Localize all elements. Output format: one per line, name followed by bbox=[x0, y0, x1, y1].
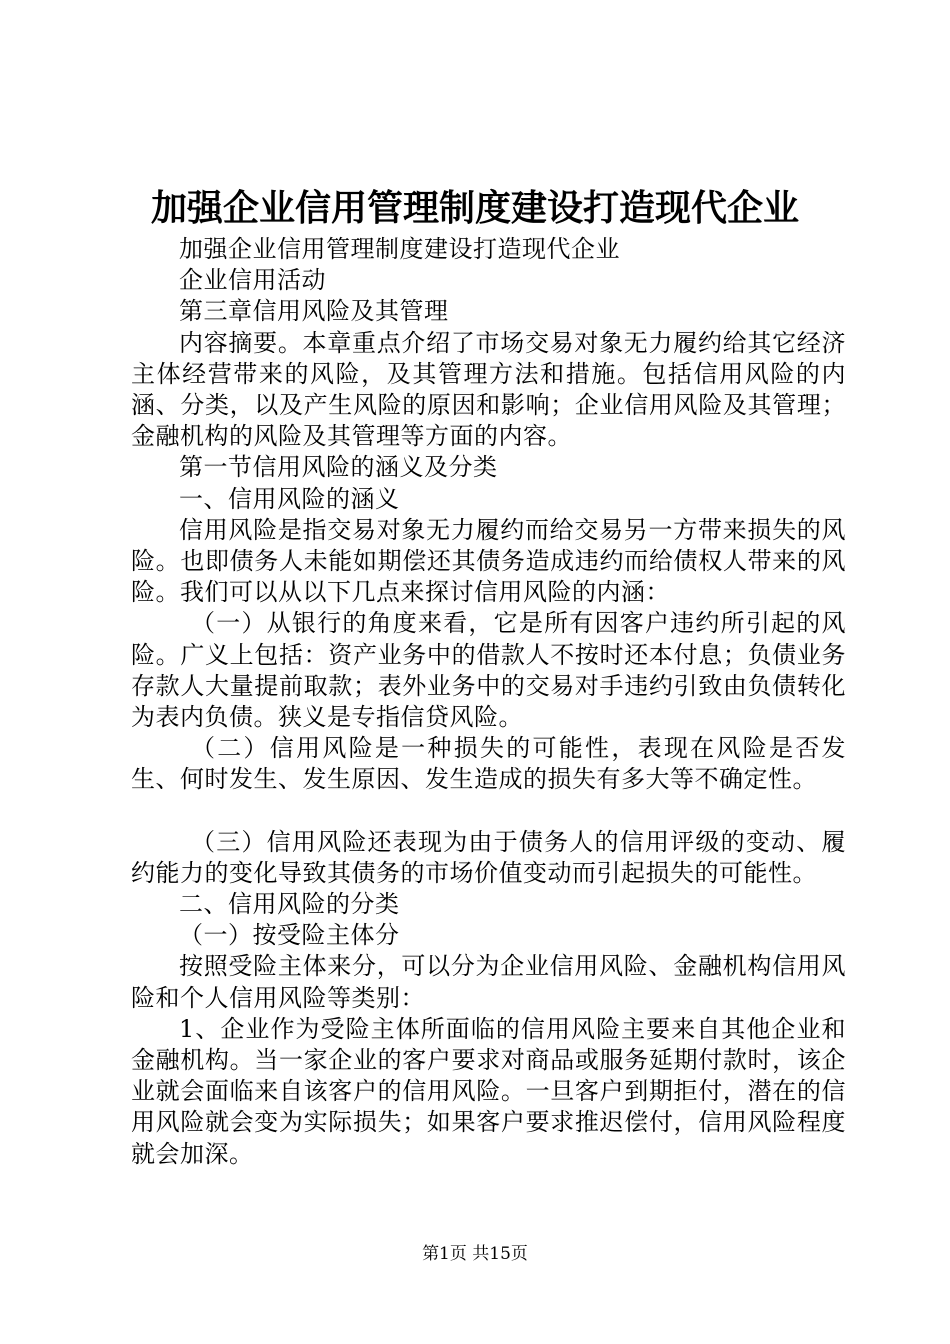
section-heading: 二、信用风险的分类 bbox=[179, 890, 400, 919]
paragraph: 加强企业信用管理制度建设打造现代企业 bbox=[179, 235, 620, 263]
page-footer: 第1页 共15页 bbox=[422, 1244, 528, 1264]
paragraph: 第三章信用风险及其管理 bbox=[179, 297, 449, 326]
paragraph: 企业信用活动 bbox=[179, 266, 326, 295]
paragraph: 信用风险是指交易对象无力履约而给交易另一方带来损失的风险。也即债务人未能如期偿还其债务造成违约而给债权人带来的风险。我们可以从以下几点来探讨信用风险的内涵： bbox=[131, 515, 846, 607]
paragraph: （三）信用风险还表现为由于债务人的信用评级的变动、履约能力的变化导致其债务的市场价值变动而引起损失的可能性。 bbox=[131, 827, 846, 887]
section-heading: 第一节信用风险的涵义及分类 bbox=[179, 453, 498, 482]
paragraph: 内容摘要。本章重点介绍了市场交易对象无力履约给其它经济主体经营带来的风险，及其管理方法和措施。包括信用风险的内涵、分类，以及产生风险的原因和影响；企业信用风险及其管理；金融机构的风险及其管理等方面的内容。 bbox=[131, 328, 846, 451]
paragraph: 1、企业作为受险主体所面临的信用风险主要来自其他企业和金融机构。当一家企业的客户要求对商品或服务延期付款时，该企业就会面临来自该客户的信用风险。一旦客户到期拒付，潜在的信用风险就会变为实际损失；如果客户要求推迟偿付，信用风险程度就会加深。 bbox=[131, 1014, 846, 1168]
section-heading: 一、信用风险的涵义 bbox=[179, 484, 400, 513]
paragraph: （一）从银行的角度来看，它是所有因客户违约所引起的风险。广义上包括：资产业务中的借款人不按时还本付息；负债业务存款人大量提前取款；表外业务中的交易对手违约引致由负债转化为表内负债。狭义是专指信贷风险。 bbox=[131, 609, 846, 732]
section-heading: （一）按受险主体分 bbox=[179, 921, 400, 950]
document-body bbox=[131, 234, 846, 1170]
paragraph: 按照受险主体来分，可以分为企业信用风险、金融机构信用风险和个人信用风险等类别： bbox=[131, 952, 846, 1012]
paragraph: （二）信用风险是一种损失的可能性，表现在风险是否发生、何时发生、发生原因、发生造成的损失有多大等不确定性。 bbox=[131, 734, 846, 794]
document-title: 加强企业信用管理制度建设打造现代企业 bbox=[150, 187, 799, 229]
